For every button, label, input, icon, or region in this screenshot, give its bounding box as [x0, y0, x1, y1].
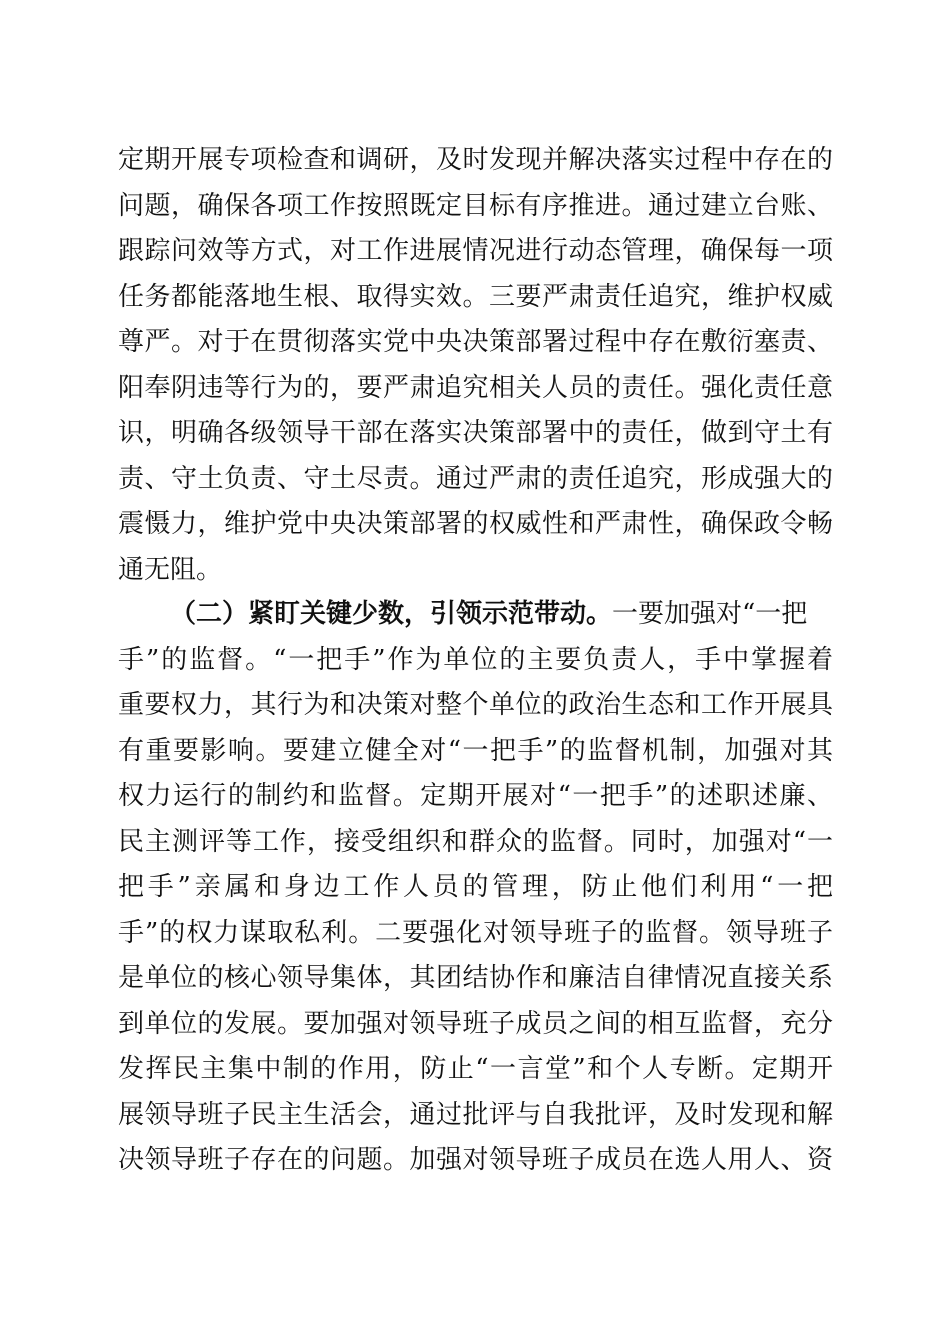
text-line: 是单位的核心领导集体，其团结协作和廉洁自律情况直接关系	[118, 963, 833, 993]
text-fragment: 一要加强对“一把	[612, 599, 808, 629]
text-line: 阳奉阴违等行为的，要严肃追究相关人员的责任。强化责任意	[118, 372, 833, 403]
text-line: 发挥民主集中制的作用，防止“一言堂”和个人专断。定期开	[118, 1054, 833, 1084]
text-line: 责、守土负责、守土尽责。通过严肃的责任追究，形成强大的	[118, 463, 833, 494]
text-line: 手”的监督。“一把手”作为单位的主要负责人，手中掌握着	[118, 644, 833, 675]
text-line: 到单位的发展。要加强对领导班子成员之间的相互监督，充分	[118, 1008, 833, 1039]
text-line: 展领导班子民主生活会，通过批评与自我批评，及时发现和解	[118, 1099, 833, 1130]
text-line: 民主测评等工作，接受组织和群众的监督。同时，加强对“一	[118, 826, 833, 857]
text-line-last: 通无阻。	[118, 554, 223, 585]
text-line: 权力运行的制约和监督。定期开展对“一把手”的述职述廉、	[118, 781, 833, 811]
paragraph-continued	[118, 138, 833, 593]
text-line: 手”的权力谋取私利。二要强化对领导班子的监督。领导班子	[118, 917, 833, 948]
text-line: 尊严。对于在贯彻落实党中央决策部署过程中存在敷衍塞责、	[118, 327, 833, 357]
text-line: 把手”亲属和身边工作人员的管理，防止他们利用“一把	[118, 872, 833, 902]
text-line: 定期开展专项检查和调研，及时发现并解决落实过程中存在的	[118, 145, 833, 175]
text-line: 任务都能落地生根、取得实效。三要严肃责任追究，维护权威	[118, 281, 833, 312]
text-line: 重要权力，其行为和决策对整个单位的政治生态和工作开展具	[118, 690, 833, 720]
text-line: 决领导班子存在的问题。加强对领导班子成员在选人用人、资	[118, 1145, 833, 1175]
paragraph-section-2	[118, 592, 833, 1184]
section-heading: （二）紧盯关键少数，引领示范带动。	[170, 599, 613, 629]
text-line: 震慑力，维护党中央决策部署的权威性和严肃性，确保政令畅	[118, 509, 833, 539]
text-line: 问题，确保各项工作按照既定目标有序推进。通过建立台账、	[118, 190, 833, 221]
text-line: 识，明确各级领导干部在落实决策部署中的责任，做到守土有	[118, 418, 833, 448]
text-line-first	[118, 592, 833, 638]
text-line: 跟踪问效等方式，对工作进展情况进行动态管理，确保每一项	[118, 236, 833, 266]
text-line: 有重要影响。要建立健全对“一把手”的监督机制，加强对其	[118, 735, 833, 766]
